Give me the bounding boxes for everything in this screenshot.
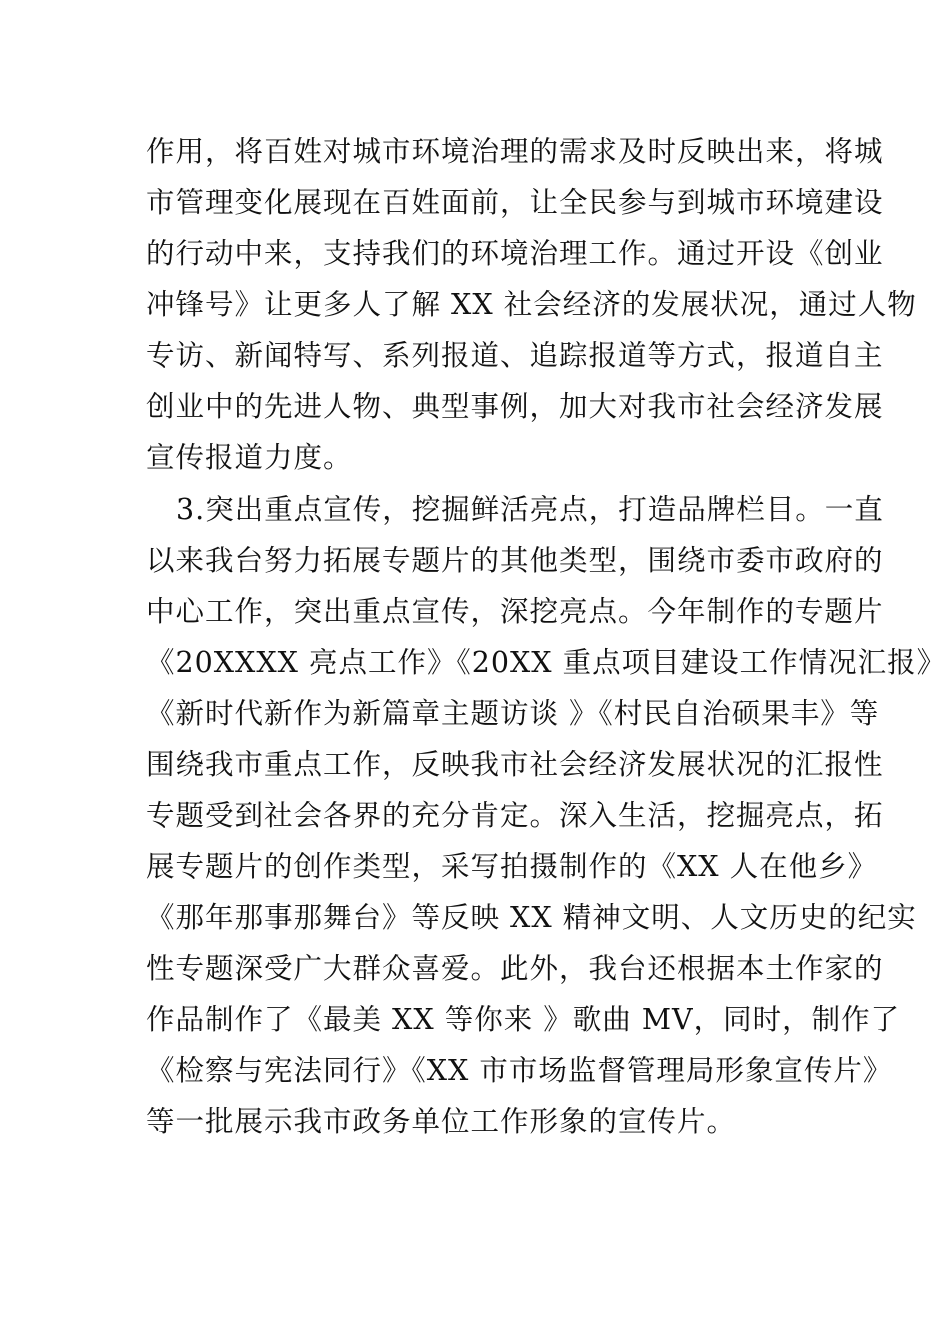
text-line: 作品制作了《最美 XX 等你来 》歌曲 MV，同时，制作了 (146, 1003, 901, 1036)
text-line: 以来我台努力拓展专题片的其他类型，围绕市委市政府的 (146, 544, 884, 577)
text-line: 市管理变化展现在百姓面前，让全民参与到城市环境建设 (146, 186, 884, 219)
text-line: 创业中的先进人物、典型事例，加大对我市社会经济发展 (146, 390, 884, 423)
text-line: 3.突出重点宣传，挖掘鲜活亮点，打造品牌栏目。一直 (176, 493, 884, 526)
text-line: 《检察与宪法同行》《XX 市市场监督管理局形象宣传片》 (146, 1054, 893, 1087)
text-line: 的行动中来，支持我们的环境治理工作。通过开设《创业 (146, 237, 884, 270)
text-line: 展专题片的创作类型，采写拍摄制作的《XX 人在他乡》 (146, 850, 878, 883)
text-line: 宣传报道力度。 (146, 441, 353, 474)
text-line: 《新时代新作为新篇章主题访谈 》《村民自治硕果丰》等 (146, 697, 880, 730)
text-line: 中心工作，突出重点宣传，深挖亮点。今年制作的专题片 (146, 595, 884, 628)
text-line: 作用，将百姓对城市环境治理的需求及时反映出来，将城 (146, 135, 884, 168)
text-line: 围绕我市重点工作，反映我市社会经济发展状况的汇报性 (146, 748, 884, 781)
text-line: 《那年那事那舞台》等反映 XX 精神文明、人文历史的纪实 (146, 901, 917, 934)
text-line: 性专题深受广大群众喜爱。此外，我台还根据本土作家的 (146, 952, 884, 985)
text-line: 冲锋号》让更多人了解 XX 社会经济的发展状况，通过人物 (146, 288, 917, 321)
text-line: 专访、新闻特写、系列报道、追踪报道等方式，报道自主 (146, 339, 884, 372)
text-line: 《20XXXX 亮点工作》《20XX 重点项目建设工作情况汇报》 (146, 646, 947, 679)
text-line: 专题受到社会各界的充分肯定。深入生活，挖掘亮点，拓 (146, 799, 884, 832)
text-line: 等一批展示我市政务单位工作形象的宣传片。 (146, 1105, 737, 1138)
